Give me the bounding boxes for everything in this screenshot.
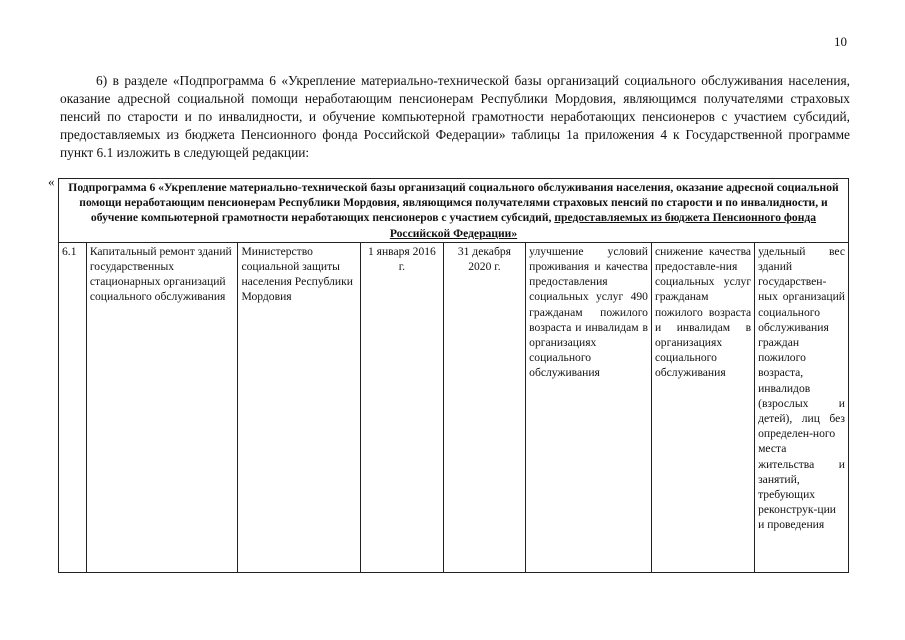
open-quote-mark: « xyxy=(48,174,55,189)
row-executor: Министерство социальной защиты населения Республики Мордовия xyxy=(238,242,361,572)
program-table xyxy=(58,178,849,573)
row-start-date: 1 января 2016 г. xyxy=(361,242,444,572)
row-end-date: 31 декабря 2020 г. xyxy=(443,242,526,572)
intro-text: 6) в разделе «Подпрограмма 6 «Укрепление материально-технической базы организаций социального обслуживания населения, оказание адресной социальной помощи неработающим пенсионерам Республики Мордовия, являющимся получателями страховых пенсий по старости и по инвалидности, и обучение компьютерной грамотности неработающих пенсионеров с участием субсидий, предоставляемых из бюджета Пенсионного фонда Российской Федерации» таблицы 1а приложения 4 к Государственной программе пункт 6.1 изложить в следующей редакции: xyxy=(60,73,850,160)
subprogram-title xyxy=(59,179,849,243)
row-result: улучшение условий проживания и качества предоставления социальных услуг 490 гражданам пожилого возраста и инвалидам в организациях социального обслуживания xyxy=(526,242,652,572)
intro-paragraph xyxy=(60,72,850,162)
subprogram-title-tail: предоставляемых из бюджета Пенсионного фонда Российской Федерации» xyxy=(389,211,817,240)
row-indicator: удельный вес зданий государствен-ных организаций социального обслуживания граждан пожилого возраста, инвалидов (взрослых и детей), лиц без определен-ного места жительства и занятий, требующих реконструк-ции и проведения xyxy=(755,242,849,572)
page-number: 10 xyxy=(834,34,847,49)
row-event: Капитальный ремонт зданий государственных стационарных организаций социального обслуживания xyxy=(86,242,238,572)
row-number: 6.1 xyxy=(59,242,87,572)
row-consequence: снижение качества предоставле-ния социальных услуг гражданам пожилого возраста и инвалидам в организациях социального обслуживания xyxy=(651,242,754,572)
table-title-row xyxy=(59,179,849,243)
table-row xyxy=(59,242,849,572)
subprogram-title-main: Подпрограмма 6 «Укрепление материально-технической базы организаций социального обслуживания населения, оказание адресной социальной помощи неработающим пенсионерам Республики Мордовия, являющимся получателями страховых пенсий по старости и по инвалидности, и обучение компьютерной грамотности неработающих пенсионеров с участием субсидий, xyxy=(68,181,839,225)
